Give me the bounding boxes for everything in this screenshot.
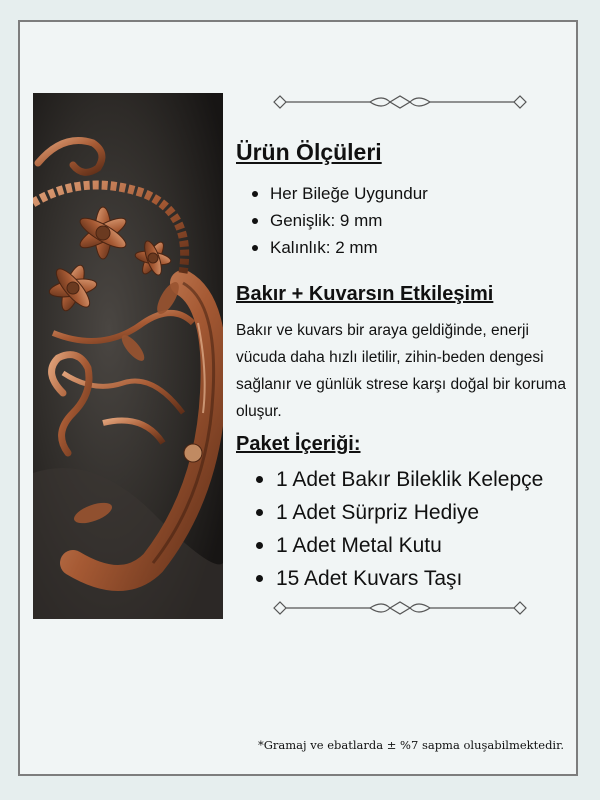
list-item: Genişlik: 9 mm [250, 207, 428, 234]
list-item: 1 Adet Metal Kutu [254, 529, 543, 562]
list-item: 1 Adet Sürpriz Hediye [254, 496, 543, 529]
dimensions-title: Ürün Ölçüleri [236, 139, 382, 165]
footnote: *Gramaj ve ebatlarda ± %7 sapma oluşabilmektedir. [257, 738, 564, 752]
list-item: Her Bileğe Uygundur [250, 180, 428, 207]
list-item: 1 Adet Bakır Bileklik Kelepçe [254, 463, 543, 496]
dimensions-list [250, 180, 428, 261]
divider-ornament-icon [272, 598, 528, 618]
divider-ornament-icon [272, 92, 528, 112]
list-item: Kalınlık: 2 mm [250, 234, 428, 261]
package-title: Paket İçeriği: [236, 433, 361, 455]
package-list [254, 463, 543, 595]
interaction-title: Bakır + Kuvarsın Etkileşimi [236, 283, 494, 305]
list-item: 15 Adet Kuvars Taşı [254, 562, 543, 595]
interaction-body: Bakır ve kuvars bir araya geldiğinde, enerji vücuda daha hızlı iletilir, zihin-beden dengesi sağlanır ve günlük strese karşı doğal bir koruma oluşur. [236, 322, 566, 420]
product-photo [33, 93, 223, 619]
